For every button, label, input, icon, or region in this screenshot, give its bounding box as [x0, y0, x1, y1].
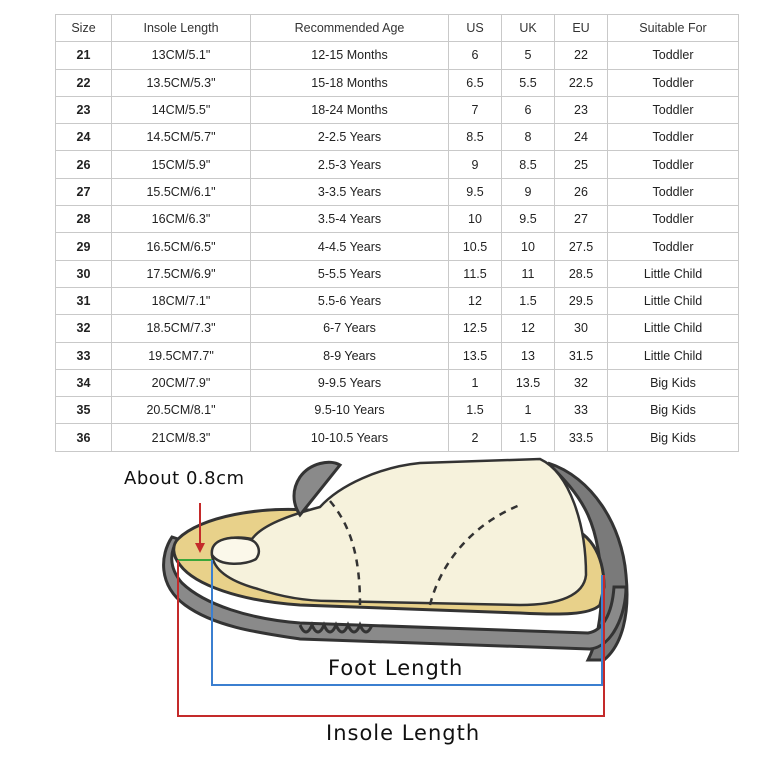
- cell-recommended-age: 5-5.5 Years: [251, 260, 449, 287]
- cell-suitable-for: Big Kids: [608, 397, 739, 424]
- table-row: [56, 260, 739, 287]
- cell-insole-length: 16.5CM/6.5": [112, 233, 251, 260]
- cell-size: 33: [56, 342, 112, 369]
- cell-us: 12: [449, 287, 502, 314]
- header-suitable-for: Suitable For: [608, 15, 739, 42]
- table-row: [56, 397, 739, 424]
- foot: [212, 459, 586, 605]
- table-row: [56, 342, 739, 369]
- cell-recommended-age: 8-9 Years: [251, 342, 449, 369]
- cell-uk: 1.5: [502, 287, 555, 314]
- cell-insole-length: 20CM/7.9": [112, 369, 251, 396]
- header-insole-length: Insole Length: [112, 15, 251, 42]
- cell-us: 8.5: [449, 124, 502, 151]
- cell-size: 31: [56, 287, 112, 314]
- cell-size: 27: [56, 178, 112, 205]
- cell-suitable-for: Toddler: [608, 69, 739, 96]
- cell-recommended-age: 2.5-3 Years: [251, 151, 449, 178]
- cell-suitable-for: Toddler: [608, 124, 739, 151]
- cell-eu: 26: [555, 178, 608, 205]
- cell-size: 32: [56, 315, 112, 342]
- cell-us: 10.5: [449, 233, 502, 260]
- cell-recommended-age: 4-4.5 Years: [251, 233, 449, 260]
- header-eu: EU: [555, 15, 608, 42]
- header-size: Size: [56, 15, 112, 42]
- cell-us: 13.5: [449, 342, 502, 369]
- cell-suitable-for: Toddler: [608, 42, 739, 69]
- cell-eu: 31.5: [555, 342, 608, 369]
- cell-eu: 22.5: [555, 69, 608, 96]
- cell-eu: 33.5: [555, 424, 608, 451]
- cell-us: 2: [449, 424, 502, 451]
- cell-size: 23: [56, 96, 112, 123]
- cell-uk: 10: [502, 233, 555, 260]
- cell-recommended-age: 9.5-10 Years: [251, 397, 449, 424]
- insole-length-label: Insole Length: [326, 721, 481, 745]
- cell-suitable-for: Little Child: [608, 260, 739, 287]
- cell-suitable-for: Toddler: [608, 96, 739, 123]
- cell-insole-length: 13.5CM/5.3": [112, 69, 251, 96]
- cell-suitable-for: Toddler: [608, 151, 739, 178]
- size-chart-table: [55, 14, 739, 452]
- shoe-measurement-diagram: [0, 455, 768, 768]
- cell-recommended-age: 15-18 Months: [251, 69, 449, 96]
- cell-us: 7: [449, 96, 502, 123]
- cell-uk: 5.5: [502, 69, 555, 96]
- cell-insole-length: 19.5CM7.7": [112, 342, 251, 369]
- cell-us: 9: [449, 151, 502, 178]
- cell-us: 9.5: [449, 178, 502, 205]
- cell-eu: 27: [555, 206, 608, 233]
- cell-us: 10: [449, 206, 502, 233]
- cell-suitable-for: Toddler: [608, 178, 739, 205]
- cell-eu: 29.5: [555, 287, 608, 314]
- cell-uk: 5: [502, 42, 555, 69]
- table-row: [56, 315, 739, 342]
- header-uk: UK: [502, 15, 555, 42]
- table-row: [56, 178, 739, 205]
- cell-recommended-age: 18-24 Months: [251, 96, 449, 123]
- cell-insole-length: 18CM/7.1": [112, 287, 251, 314]
- cell-eu: 28.5: [555, 260, 608, 287]
- cell-size: 34: [56, 369, 112, 396]
- table-row: [56, 287, 739, 314]
- toe-gap-label: About 0.8cm: [124, 468, 245, 489]
- cell-size: 22: [56, 69, 112, 96]
- cell-uk: 13: [502, 342, 555, 369]
- cell-us: 6: [449, 42, 502, 69]
- cell-suitable-for: Little Child: [608, 287, 739, 314]
- cell-uk: 8: [502, 124, 555, 151]
- cell-insole-length: 15CM/5.9": [112, 151, 251, 178]
- cell-uk: 8.5: [502, 151, 555, 178]
- table-row: [56, 96, 739, 123]
- cell-us: 1.5: [449, 397, 502, 424]
- table-row: [56, 206, 739, 233]
- cell-suitable-for: Little Child: [608, 315, 739, 342]
- cell-uk: 1.5: [502, 424, 555, 451]
- cell-insole-length: 20.5CM/8.1": [112, 397, 251, 424]
- cell-eu: 27.5: [555, 233, 608, 260]
- cell-us: 12.5: [449, 315, 502, 342]
- cell-eu: 25: [555, 151, 608, 178]
- table-row: [56, 42, 739, 69]
- cell-uk: 12: [502, 315, 555, 342]
- cell-recommended-age: 2-2.5 Years: [251, 124, 449, 151]
- table-row: [56, 233, 739, 260]
- cell-eu: 22: [555, 42, 608, 69]
- cell-recommended-age: 3-3.5 Years: [251, 178, 449, 205]
- cell-insole-length: 17.5CM/6.9": [112, 260, 251, 287]
- cell-size: 24: [56, 124, 112, 151]
- header-us: US: [449, 15, 502, 42]
- cell-eu: 23: [555, 96, 608, 123]
- cell-recommended-age: 12-15 Months: [251, 42, 449, 69]
- cell-size: 35: [56, 397, 112, 424]
- cell-uk: 1: [502, 397, 555, 424]
- cell-eu: 30: [555, 315, 608, 342]
- cell-eu: 33: [555, 397, 608, 424]
- header-row: [56, 15, 739, 42]
- cell-size: 36: [56, 424, 112, 451]
- cell-us: 6.5: [449, 69, 502, 96]
- cell-recommended-age: 3.5-4 Years: [251, 206, 449, 233]
- header-recommended-age: Recommended Age: [251, 15, 449, 42]
- cell-insole-length: 14CM/5.5": [112, 96, 251, 123]
- cell-insole-length: 21CM/8.3": [112, 424, 251, 451]
- cell-uk: 6: [502, 96, 555, 123]
- cell-suitable-for: Toddler: [608, 233, 739, 260]
- big-toe: [212, 538, 259, 564]
- cell-insole-length: 13CM/5.1": [112, 42, 251, 69]
- cell-size: 21: [56, 42, 112, 69]
- cell-uk: 9.5: [502, 206, 555, 233]
- cell-recommended-age: 6-7 Years: [251, 315, 449, 342]
- size-chart-body: [56, 42, 739, 451]
- cell-recommended-age: 5.5-6 Years: [251, 287, 449, 314]
- cell-insole-length: 16CM/6.3": [112, 206, 251, 233]
- cell-us: 11.5: [449, 260, 502, 287]
- cell-eu: 32: [555, 369, 608, 396]
- cell-insole-length: 14.5CM/5.7": [112, 124, 251, 151]
- foot-length-label: Foot Length: [328, 656, 464, 680]
- table-row: [56, 369, 739, 396]
- cell-uk: 9: [502, 178, 555, 205]
- cell-size: 28: [56, 206, 112, 233]
- table-row: [56, 424, 739, 451]
- cell-uk: 13.5: [502, 369, 555, 396]
- cell-insole-length: 18.5CM/7.3": [112, 315, 251, 342]
- cell-size: 26: [56, 151, 112, 178]
- cell-uk: 11: [502, 260, 555, 287]
- table-row: [56, 151, 739, 178]
- cell-suitable-for: Big Kids: [608, 424, 739, 451]
- cell-size: 29: [56, 233, 112, 260]
- cell-insole-length: 15.5CM/6.1": [112, 178, 251, 205]
- cell-us: 1: [449, 369, 502, 396]
- cell-eu: 24: [555, 124, 608, 151]
- cell-recommended-age: 9-9.5 Years: [251, 369, 449, 396]
- cell-suitable-for: Toddler: [608, 206, 739, 233]
- table-row: [56, 124, 739, 151]
- table-row: [56, 69, 739, 96]
- cell-size: 30: [56, 260, 112, 287]
- cell-recommended-age: 10-10.5 Years: [251, 424, 449, 451]
- cell-suitable-for: Little Child: [608, 342, 739, 369]
- cell-suitable-for: Big Kids: [608, 369, 739, 396]
